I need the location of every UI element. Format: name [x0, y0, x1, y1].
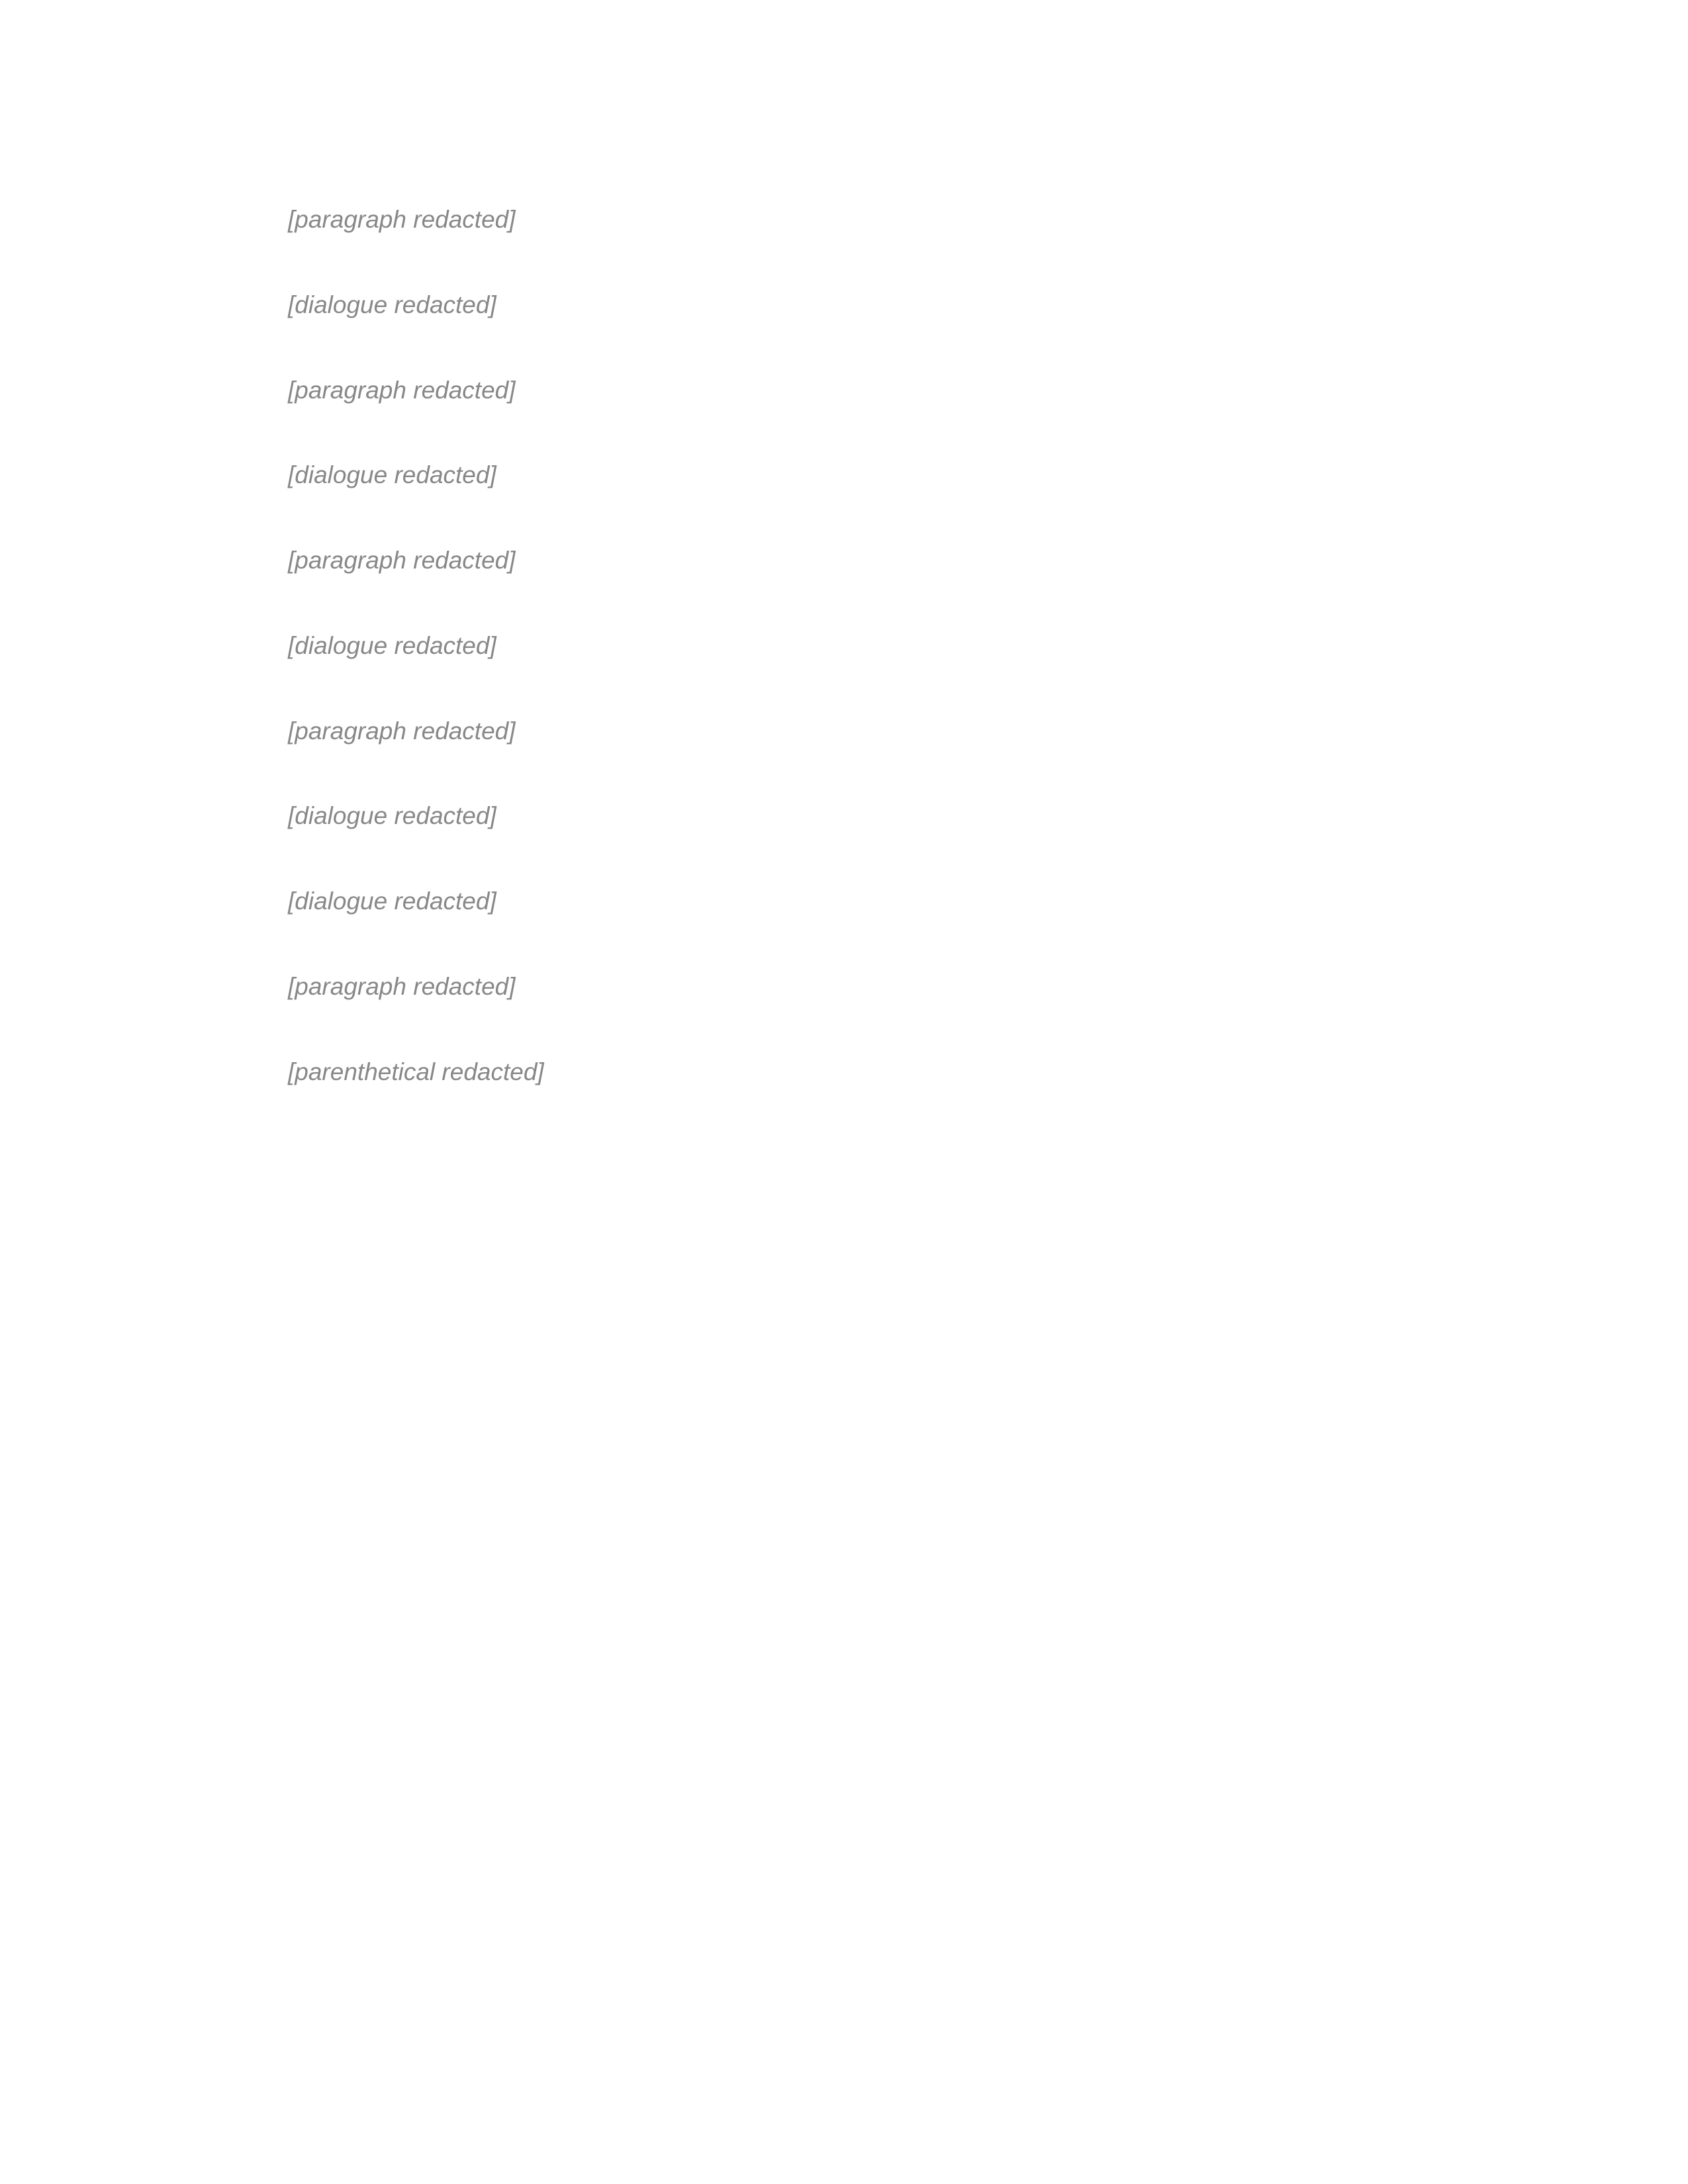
- paragraph: [paragraph redacted]: [288, 206, 516, 233]
- paragraph: [paragraph redacted]: [288, 972, 516, 1000]
- paragraph: [paragraph redacted]: [288, 717, 516, 745]
- paragraph: [dialogue redacted]: [288, 291, 496, 318]
- paragraph: [dialogue redacted]: [288, 802, 496, 830]
- paragraph: [dialogue redacted]: [288, 887, 496, 915]
- paragraph: [parenthetical redacted]: [288, 1058, 544, 1085]
- paragraph: [paragraph redacted]: [288, 547, 516, 574]
- paragraph: [dialogue redacted]: [288, 461, 496, 489]
- paragraph: [dialogue redacted]: [288, 631, 496, 659]
- paragraph: [paragraph redacted]: [288, 376, 516, 404]
